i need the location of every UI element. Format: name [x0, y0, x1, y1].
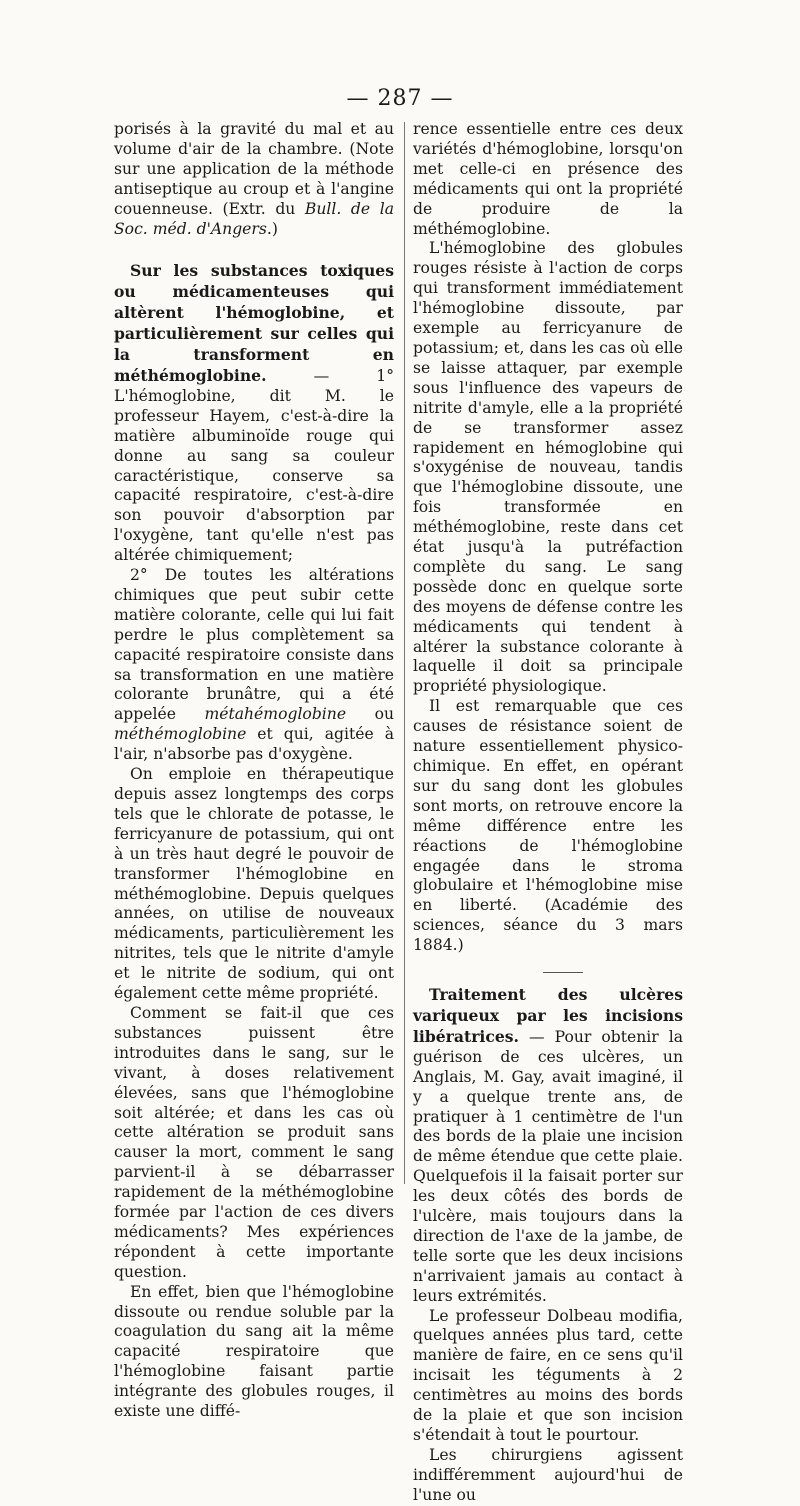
- article1-paragraph-2: [114, 566, 394, 765]
- article1-p1-text: — 1° L'hémoglobine, dit M. le professeur Hayem, c'est-à-dire la matière albuminoïde rouge qui donne au sang sa couleur caractéristique, conserve sa capacité respiratoire, c'est-à-dire son pouvoir d'absorption par l'oxygène, tant qu'elle n'est pas altérée chimiquement;: [114, 366, 394, 565]
- article2-paragraph-3: Les chirurgiens agissent indifféremment aujourd'hui de l'une ou: [413, 1445, 683, 1504]
- article1-paragraph-5: En effet, bien que l'hémoglobine dissoute ou rendue soluble par la coagulation du sang ait la même capacité respiratoire que l'hémoglobine faisant partie intégrante des globules rouges, il existe une diffé-: [114, 1282, 394, 1421]
- article2-p1-text: — Pour obtenir la guérison de ces ulcères, un Anglais, M. Gay, avait imaginé, il y a quelque trente ans, de pratiquer à 1 centimètre de l'un des bords de la plaie une incision de même étendue que cette plaie. Quelquefois il la faisait porter sur les deux côtés des bords de l'ulcère, mais toujours dans la direction de l'axe de la jambe, de telle sorte que les deux incisions n'arrivaient jamais au contact à leurs extrémités.: [413, 1027, 683, 1305]
- intro-paragraph: [114, 120, 394, 239]
- intro-text: porisés à la gravité du mal et au volume d'air de la chambre. (Note sur une application de la méthode antiseptique au croup et à l'angine couenneuse. (Extr. du: [114, 120, 394, 218]
- article1-title: Sur les substances toxiques ou médicamenteuses qui altèrent l'hémoglobine, et particulièrement sur celles qui la transforment en méthémoglobine.: [114, 261, 394, 385]
- intro-end: .): [266, 219, 278, 238]
- section-rule: [543, 972, 583, 973]
- article2-paragraph-2: Le professeur Dolbeau modifia, quelques années plus tard, cette manière de faire, en ce sens qu'il incisait les téguments à 2 centimètres au moins des bords de la plaie et que son incision s'étendait à tout le pourtour.: [413, 1306, 683, 1444]
- article1-p2-start: 2° De toutes les altérations chimiques que peut subir cette matière colorante, celle qui lui fait perdre le plus complètement sa capacité respiratoire consiste dans sa transformation en une matière colorante brunâtre, qui a été appelée: [114, 566, 394, 724]
- article1-paragraph-3: On emploie en thérapeutique depuis assez longtemps des corps tels que le chlorate de potasse, le ferricyanure de potassium, qui ont à un très haut degré le pouvoir de transformer l'hémoglobine en méthémoglobine. Depuis quelques années, on utilise de nouveaux médicaments, particulièrement les nitrites, tels que le nitrite d'amyle et le nitrite de sodium, qui ont également cette même propriété.: [114, 765, 394, 1003]
- article1-continuation: rence essentielle entre ces deux variétés d'hémoglobine, lorsqu'on met celle-ci en présence des médicaments qui ont la propriété de produire de la méthémoglobine.: [413, 120, 683, 238]
- article1-paragraph-7: Il est remarquable que ces causes de résistance soient de nature essentiellement physico-chimique. En effet, en opérant sur du sang dont les globules sont morts, on retrouve encore la même différence entre les réactions de l'hémoglobine engagée dans le stroma globulaire et l'hémoglobine mise en liberté. (Académie des sciences, séance du 3 mars 1884.): [413, 697, 683, 955]
- article1-p2-term1: métahémoglobine: [204, 705, 347, 724]
- article1-p2-term2: méthémoglobine: [114, 725, 247, 744]
- page-number: — 287 —: [346, 86, 454, 111]
- article1-p2-mid: ou: [346, 705, 394, 724]
- right-column: [413, 120, 683, 1506]
- left-column: [114, 120, 394, 1422]
- article1-p2-end: et qui, agitée à l'air, n'absorbe pas d'oxygène.: [114, 725, 394, 764]
- column-divider: [404, 122, 405, 1184]
- article1-paragraph-6: L'hémoglobine des globules rouges résiste à l'action de corps qui transforment immédiatement l'hémoglobine dissoute, par exemple au ferricyanure de potassium; et, dans les cas où elle se laisse attaquer, par exemple sous l'influence des vapeurs de nitrite d'amyle, elle a la propriété de se transformer assez rapidement en hémoglobine qui s'oxygénise de nouveau, tandis que l'hémoglobine dissoute, une fois transformée en méthémoglobine, reste dans cet état jusqu'à la putréfaction complète du sang. Le sang possède donc en quelque sorte des moyens de défense contre les médicaments qui tendent à altérer la substance colorante à laquelle il doit sa principale propriété physiologique.: [413, 239, 683, 696]
- intro-citation: Bull. de la Soc. méd. d'Angers: [114, 199, 395, 238]
- article1-paragraph-1: [114, 261, 394, 566]
- article2-title: Traitement des ulcères variqueux par les incisions libératrices.: [413, 985, 683, 1046]
- article1-paragraph-4: Comment se fait-il que ces substances puissent être introduites dans le sang, sur le vivant, à doses relativement élevées, sans que l'hémoglobine soit altérée; et dans les cas où cette altération se produit sans causer la mort, comment le sang parvient-il à se débarrasser rapidement de la méthémoglobine formée par l'action de ces divers médicaments? Mes expériences répondent à cette importante question.: [114, 1003, 394, 1281]
- article2-paragraph-1: [413, 985, 683, 1307]
